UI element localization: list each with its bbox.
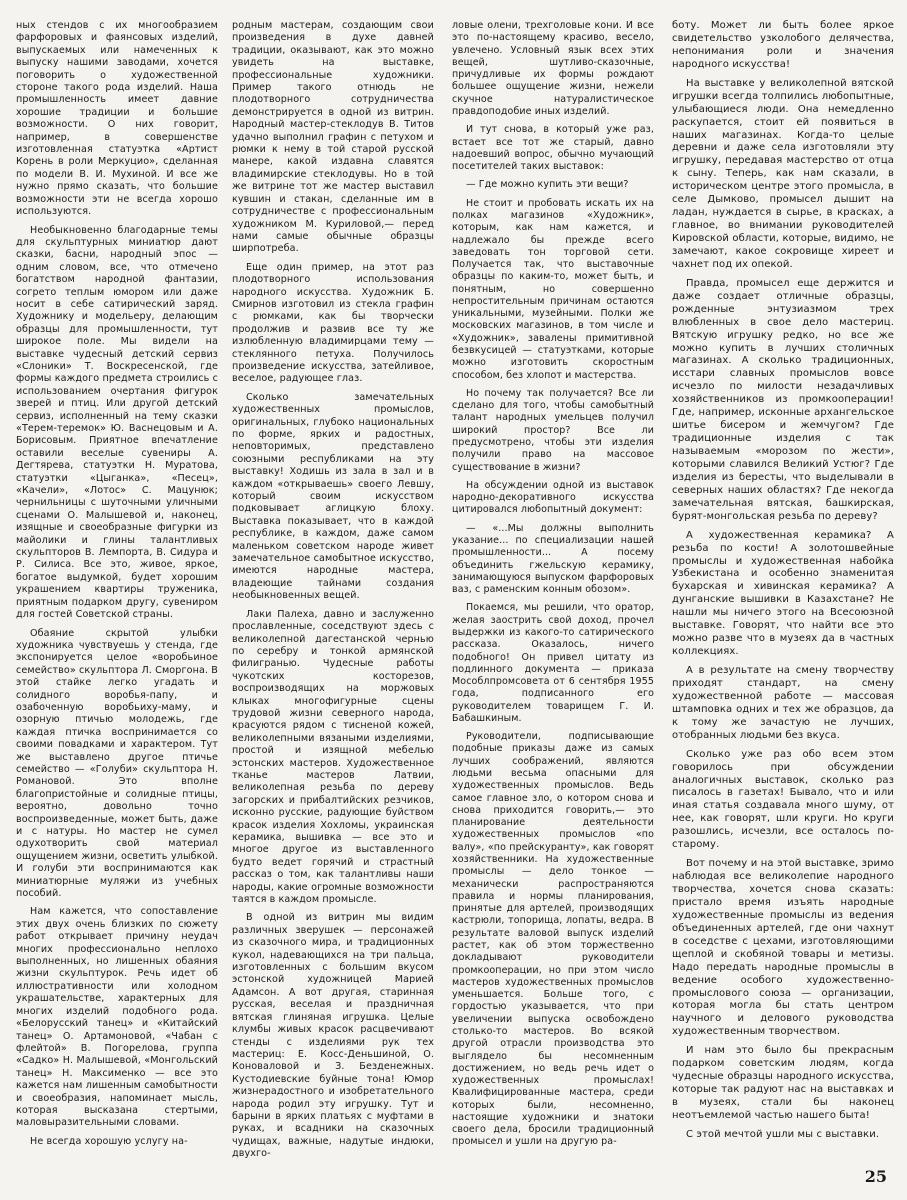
paragraph: И нам это было бы прекрасным подарком советским людям, когда чудесные образцы народного искусства, которые так радуют нас на выставках и в музеях, стали бы наконец неотъемлемой частью нашего быта! [672,1045,894,1121]
paragraph: Не всегда хорошую услугу на- [30,1135,188,1147]
paragraph: Необыкновенно благодарные темы для скульптурных миниатюр дают сказки, басни, народный эпос — одним словом, все, что отмечено богатством народной фантазии, согрето теплым юмором или даже носит в себе сатирический заряд. Художнику и модельеру, делающим образцы для промышленности, тут широкое поле. Мы видели на выставке чудесный детский сервиз «Слоники» Т. Воскресенской, где формы каждого предмета строились с использованием очертания фигурок зверей и птиц. Или другой детский сервиз, исполненный на тему сказки «Терем-теремок» Ю. Васнецовым и А. Борисовым. Приятное впечатление оставили веселые сувениры А. Дегтярева, статуэтки Н. Муратова, статуэтки «Цыганка», «Песец», «Качели», «Лотос» С. Мацунюк; чернильницы с шуточными уличными сценами О. Малышевой и, наконец, изящные и своеобразные фигурки из майолики и глины талантливых скульпторов В. Лемпорта, В. Сидура и Р. Силиса. Все это, живое, яркое, богатое выдумкой, будет хорошим украшением квартиры труженика, приятным подарком другу, сувениром для гостей Советской страны. [16,224,218,621]
paragraph: ных стендов с их многообразием фарфоровых и фаянсовых изделий, выпускаемых или намеченных к выпуску нашими заводами, хочется поговорить о художественной стороне такого рода изделий. Наша промышленность имеет давние хорошие традиции и большие возможности. О них говорит, например, в совершенстве изготовленная статуэтка «Артист Корень в роли Меркуцио», сделанная по модели В. И. Мухиной. И все же нужно прямо сказать, что большие возможности эти не всегда хорошо используются. [16,20,218,218]
paragraph: — Где можно купить эти вещи? [466,179,629,191]
paragraph: Еще один пример, на этот раз плодотворного использования народного искусства. Художник Б. Смирнов изготовил из стекла графин с рюмками, как бы творчески продолжив и развив все ту же излюбленную владимирцами тему — стеклянного петуха. Получилось произведение искусства, затейливое, веселое, радующее глаз. [232,261,434,385]
paragraph: родным мастерам, создающим свои произведения в духе давней традиции, оказывают, как это можно увидеть на выставке, профессиональные художники. Пример такого отнюдь не плодотворного сотрудничества демонстрируется в одной из витрин. Народный мастер-стеклодув В. Титов удачно выполнил графин с петухом и рюмки к нему в той старой русской манере, какой издавна славятся владимирские стеклодувы. Но в той же витрине тот же мастер выставил кувшин и стакан, сделанные им в сотрудничестве с профессиональным художником М. Куриловой,— перед нами самые обычные образцы ширпотреба. [232,20,434,255]
paragraph: Руководители, подписывающие подобные приказы даже из самых лучших соображений, являются людьми весьма опасными для художественных промыслов. Ведь самое главное зло, о котором снова и снова приходится говорить,— это планирование деятельности художественных промыслов «по валу», «по прейскуранту», как говорят хозяйственники. На художественные промыслы — дело тонкое — механически распространяются правила и нормы планирования, принятые для артелей, производящих кастрюли, топорища, лопаты, ведра. В результате валовой выпуск изделий растет, как об этом торжественно докладывают руководители промкооперации, но при этом число мастеров художественных промыслов уменьшается. Больше того, с гордостью указывается, что при увеличении выпуска освобождено столько-то мастеров. Во всякой другой отрасли производства это выглядело бы несомненным достижением, но ведь речь идет о художественных промыслах! Квалифицированные мастера, среди которых были, несомненно, настоящие художники и знатоки своего дела, бросили традиционный промысел и ушли на другую ра- [452,731,654,1148]
paragraph: Лаки Палеха, давно и заслуженно прославленные, соседствуют здесь с великолепной дагестанской чернью по серебру и тонкой армянской филигранью. Чудесные работы чукотских косторезов, воспроизводящих на моржовых клыках многофигурные сцены трудовой жизни северного народа, красуются рядом с тисненой кожей, великолепными вязаными изделиями, простой и изящной мебелью эстонских мастеров. Художественное тканье мастеров Латвии, великолепная резьба по дереву загорских и прибалтийских резчиков, исконно русские, радующие буйством красок изделия Хохломы, украинская керамика, вышивка — все это и многое другое из выставленного будто ведет горячий и страстный рассказ о том, как талантливы наши народы, какие огромные возможности таятся в каждом промысле. [232,608,434,906]
paragraph: Покаемся, мы решили, что оратор, желая заострить свой доход, прочел выдержки из какого-то сатирического рассказа. Оказалось, ничего подобного! Он привел цитату из подлинного документа — приказа Мособлпромсовета от 6 сентября 1955 года, подписанного его руководителем товарищем Г. И. Бабашкиным. [452,602,654,724]
text-column-2 [232,20,434,1161]
paragraph: Нам кажется, что сопоставление этих двух очень близких по сюжету работ открывает причину неудач многих профессионально неплохо выполненных, но лишенных обаяния жизни скульптурок. Речь идет об иллюстративности или холодном украшательстве, характерных для многих изделий подобного рода. «Белорусский танец» и «Китайский танец» О. Артамоновой, «Чабан с флейтой» В. Погорелова, группа «Садко» Н. Малышевой, «Монгольский танец» Н. Максименко — все это кажется нам лишенным самобытности и своеобразия, напоминает мысль, которая высказана стертыми, маловыразительными словами. [16,906,218,1129]
text-column-1 [16,20,218,1148]
text-column-3 [452,20,654,1149]
paragraph: В одной из витрин мы видим различных зверушек — персонажей из сказочного мира, и традиционных кукол, надевающихся на три пальца, изготовленных с большим вкусом эстонской художницей Марией Адамсон. А вот другая, старинная русская, веселая и праздничная вятская глиняная игрушка. Целые клумбы живых красок расцвечивают стенды с изделиями рук тех мастериц: Е. Косс-Деньшиной, О. Коноваловой и З. Безденежных. Кустодиевские буйные тона! Юмор жизнерадостного и изобретательного народа родил эту игрушку. Тут и барыни в ярких платьях с муфтами в руках, и всадники на сказочных чудищах, важные, надутые индюки, двухго- [232,912,434,1160]
paragraph: ловые олени, трехголовые кони. И все это по-настоящему красиво, весело, увлечено. Условный язык всех этих вещей, шутливо-сказочные, причудливые их формы рождают большее ощущение жизни, нежели скучное натуралистическое правдоподобие иных изделий. [452,20,654,117]
paragraph: — «...Мы должны выполнить указание... по специализации нашей промышленности... А посему объединить гжельскую керамику, занимающуюся выпуском фарфоровых ваз, с раменским конным обозом». [452,522,654,596]
paragraph: И тут снова, в который уже раз, встает все тот же старый, давно надоевший вопрос, обычно мучающий посетителей таких выставок: [452,124,654,173]
paragraph: Но почему так получается? Все ли сделано для того, чтобы самобытный талант народных умельцев получил широкий простор? Все ли предусмотрено, чтобы эти изделия получили право на массовое существование в жизни? [452,387,654,473]
paragraph: Правда, промысел еще держится и даже создает отличные образцы, рожденные энтузиазмом трех влюбленных в свое дело мастериц. Вятскую игрушку редко, но все же можно купить в лучших столичных магазинах. А сколько традиционных, исстари славных промыслов вовсе исчезло по милости незадачливых хозяйственников из промкооперации! Где, например, исконные архангельское шитье бисером и жемчугом? Где традиционные изделия с так называемым «морозом по жести», которыми славился Великий Устюг? Где изделия из бересты, что выделывали в северных наших областях? Где некогда замечательная вятская, башкирская, бурят-монгольская резьба по дереву? [672,277,894,522]
text-column-4 [672,20,894,1142]
paragraph: А в результате на смену творчеству приходят стандарт, на смену художественной работе — массовая штамповка одних и тех же образцов, да к тому же зачастую не лучших, отобранных людьми без вкуса. [672,665,894,741]
paragraph: Вот почему и на этой выставке, зримо наблюдая все великолепие народного творчества, хочется снова сказать: пристало время изъять народные художественные промыслы из ведения объединенных артелей, где они чахнут в соседстве с цехами, изготовляющими щеплой и скобяной товары и метизы. Надо передать народные промыслы в ведение особого художественно-промыслового союза — организации, которая могла бы стать центром научного и делового руководства художественным творчеством. [672,858,894,1038]
paragraph: Сколько замечательных художественных промыслов, оригинальных, глубоко национальных по форме, ярких и радостных, неповторимых, представлено союзными республиками на эту выставку! Ходишь из зала в зал и в каждом «открываешь» своего Левшу, который своим искусством подковывает аглицкую блоху. Выставка показывает, что в каждой республике, в каждом, даже самом маленьком советском народе живет замечательное самобытное искусство, имеются народные мастера, владеющие тайнами создания необыкновенных вещей. [232,391,434,602]
paragraph: На обсуждении одной из выставок народно-декоративного искусства цитировался любопытный документ: [452,479,654,516]
paragraph: Обаяние скрытой улыбки художника чувствуешь у стенда, где экспонируется целое «воробьиное семейство» скульптора Л. Сморгона. В этой стайке легко угадать и солидного воробья-папу, и озабоченную воробьиху-маму, и озорную птичью молодежь, где каждая птичка воспринимается со своими повадками и характером. Тут же выставлено другое птичье семейство — «Голуби» скульптора Н. Романовой. Это вполне благопристойные и солидные птицы, вероятно, довольно точно воспроизведенные, может быть, даже и с натуры. Но мастер не сумел одухотворить свой материал ощущением жизни, осветить улыбкой. И голуби эти воспринимаются как миниатюрные муляжи из учебных пособий. [16,627,218,900]
paragraph: боту. Может ли быть более яркое свидетельство узколобого делячества, непонимания роли и значения народного искусства! [672,20,894,70]
page-number: 25 [864,1167,887,1186]
paragraph: А художественная керамика? А резьба по кости! А золотошвейные промыслы и художественная набойка Узбекистана и особенно знаменитая бухарская и хивинская керамика? А дунганские вышивки в Казахстане? Не нашли мы ничего этого на Всесоюзной выставке. Говорят, что найти все это можно разве что в музеях да в частных коллекциях. [672,529,894,658]
paragraph: Сколько уже раз обо всем этом говорилось при обсуждении аналогичных выставок, сколько раз писалось в газетах! Бывало, что и или иная статья создавала много шуму, от нее, как говорят, шли круги. Но круги разошлись, исчезли, все осталось по-старому. [672,748,894,851]
paragraph: С этой мечтой ушли мы с выставки. [686,1128,880,1140]
paragraph: Не стоит и пробовать искать их на полках магазинов «Художник», которым, как нам кажется, и надлежало бы прежде всего заведовать тон торговой сети. Получается так, что выставочные образцы по каким-то, может быть, и понятным, но совершенно непростительным причинам остаются уникальными, музейными. Полки же московских магазинов, в том числе и «Художник», завалены примитивной безвкусицей — статуэтками, которые можно изготовить скоростным способом, без хлопот и мастерства. [452,197,654,381]
paragraph: На выставке у великолепной вятской игрушки всегда толпились любопытные, улыбающиеся люди. Она немедленно раскупается, стоит ей появиться в наших магазинах. Когда-то целые деревни и даже села изготовляли эту игрушку, передавая мастерство от отца к сыну. Теперь, как нам сказали, в историческом центре этого промысла, в селе Дымково, промысел дышит на ладан, нуждается в сырье, в красках, а главное, во внимании руководителей Кировской области, которые, видимо, не замечают, какое сокровище хиреет и чахнет под их опекой. [672,77,894,270]
